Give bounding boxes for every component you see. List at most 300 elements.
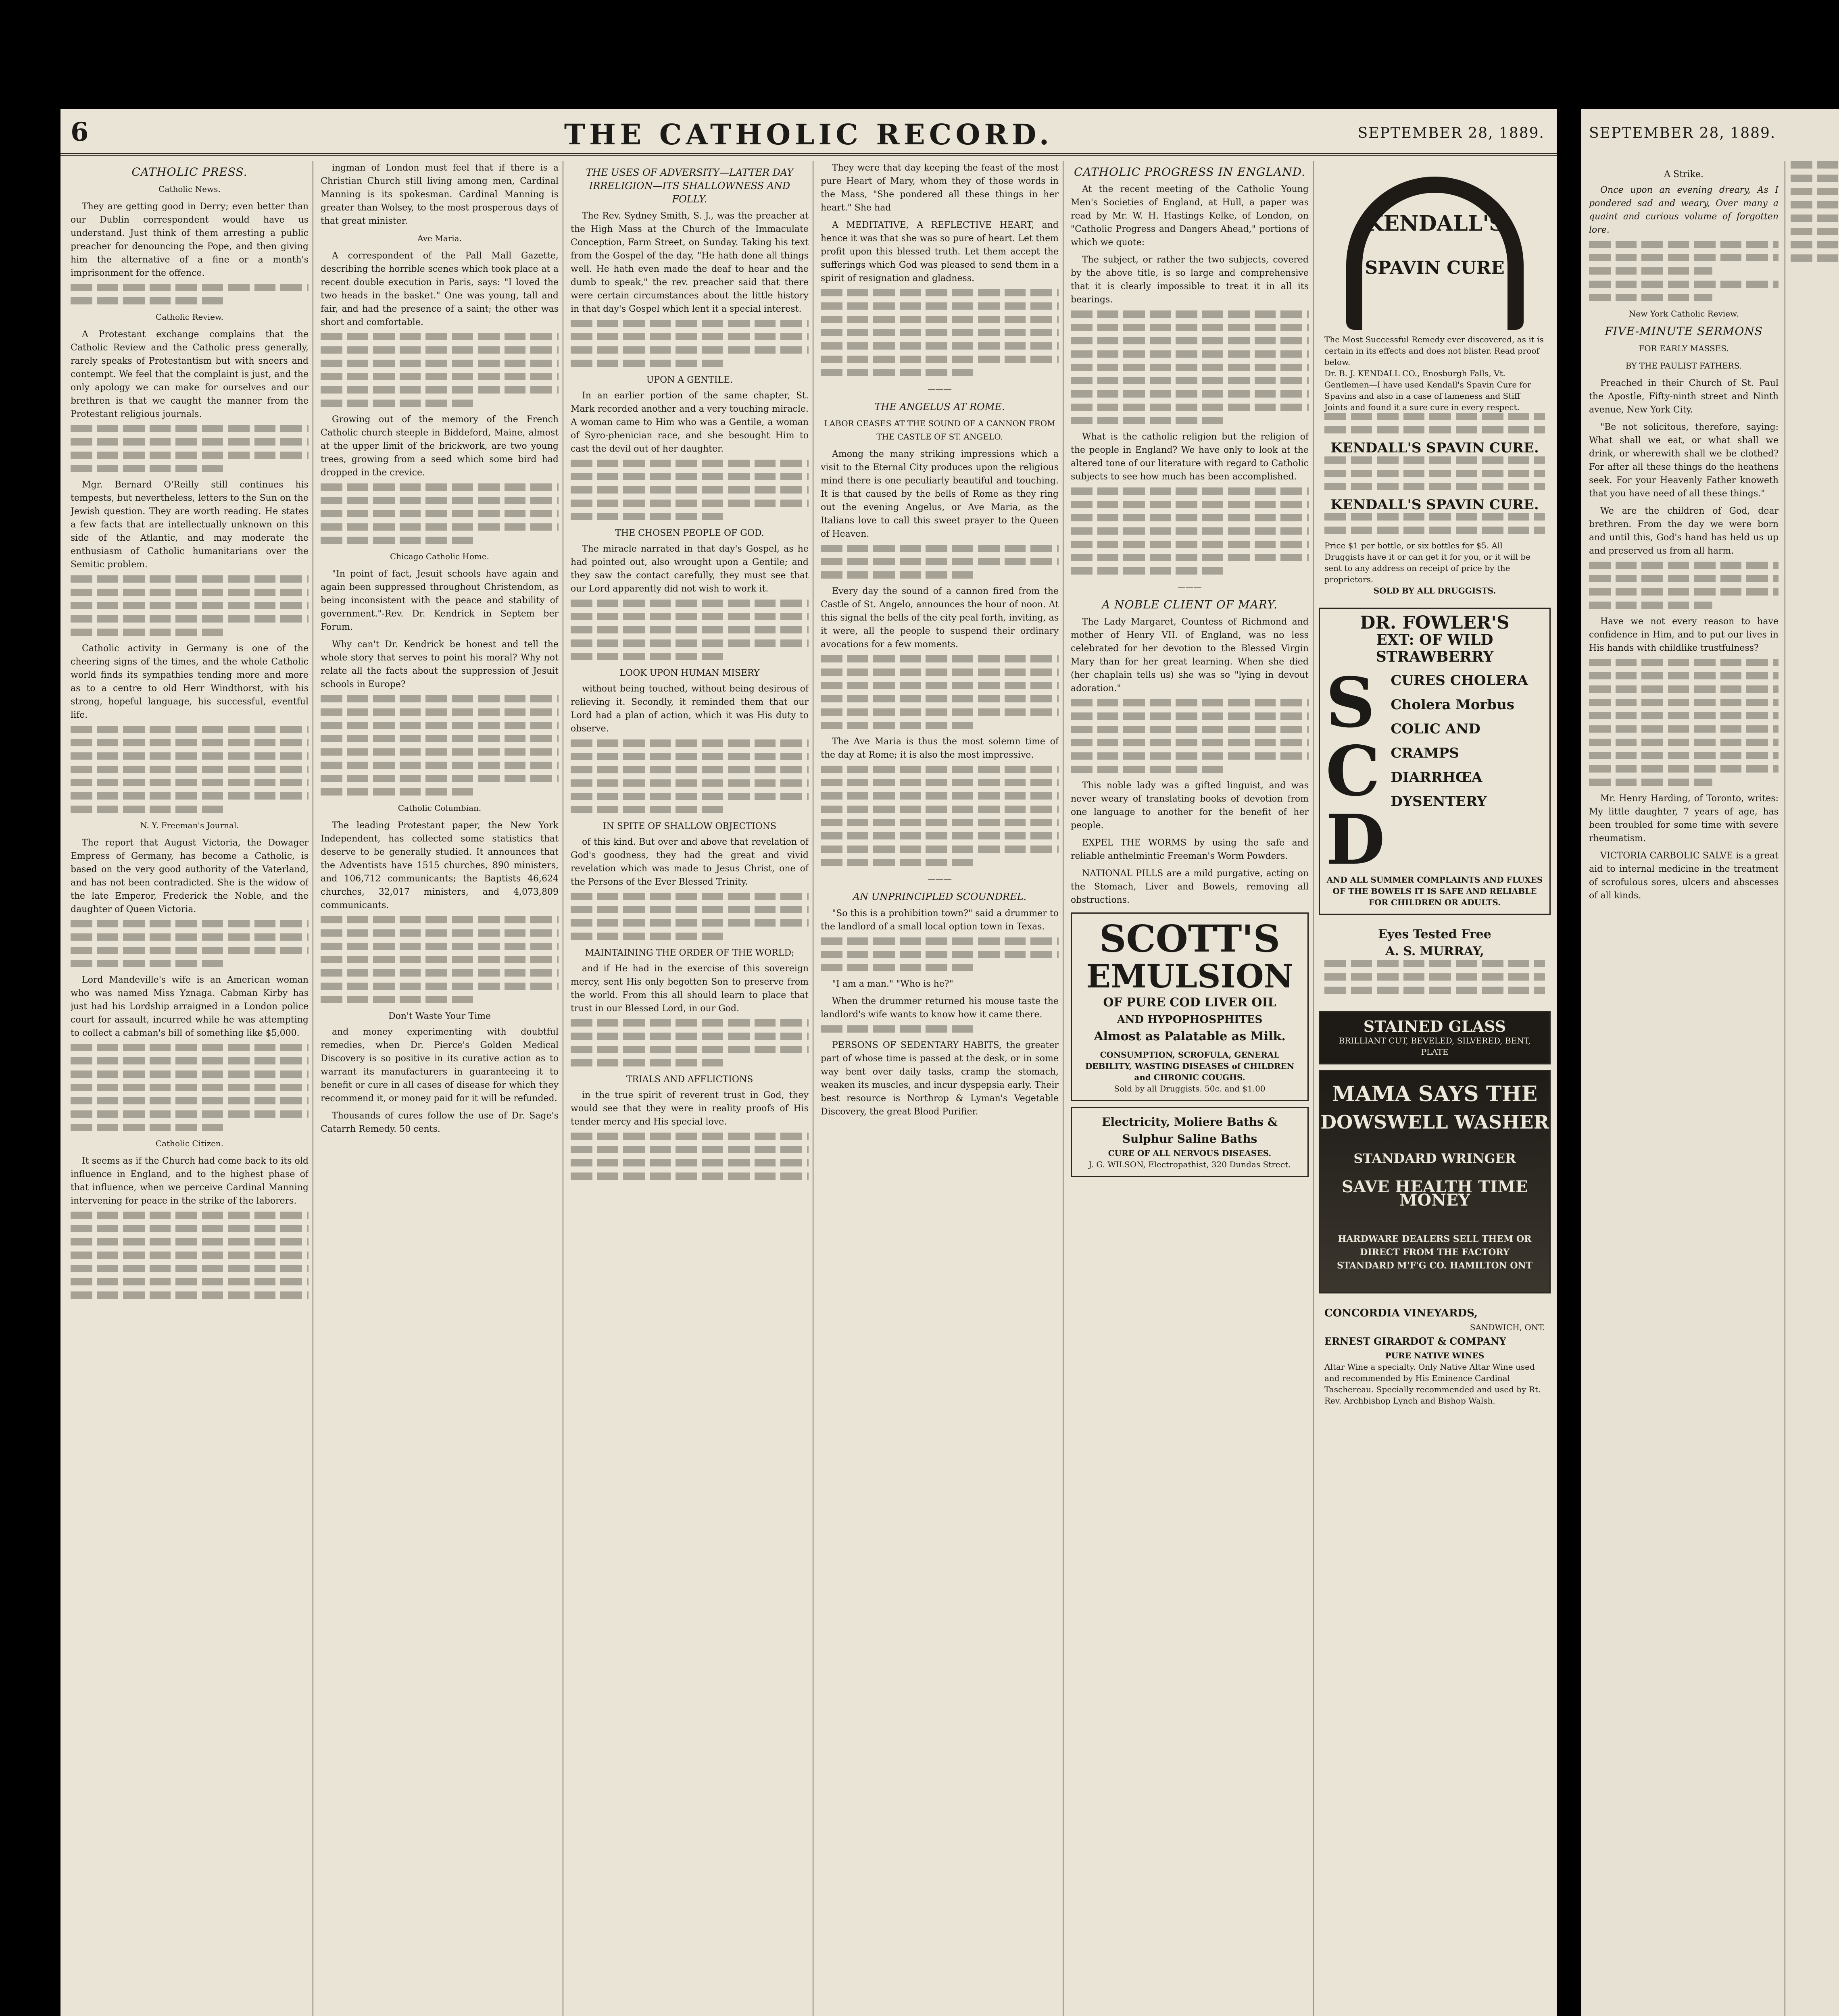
ad-subline: STANDARD WRINGER bbox=[1353, 1151, 1516, 1166]
text-lines bbox=[1791, 188, 1839, 195]
article-title: THE USES OF ADVERSITY—LATTER DAY IRRELIGION—ITS SHALLOWNESS AND FOLLY. bbox=[586, 167, 794, 205]
source-name: Catholic News. bbox=[158, 184, 221, 194]
text-lines bbox=[1324, 513, 1545, 521]
source-name: Ave Maria. bbox=[417, 233, 462, 243]
article-heading: Don't Waste Your Time bbox=[388, 1011, 491, 1021]
text-lines bbox=[1589, 765, 1779, 773]
article-paragraph: A correspondent of the Pall Mall Gazette, describing the horrible scenes which took place at a recent double execution in Paris, says: "I loved the two heads in the basket." One was young, tall and fair, and had the presence of a saint; the other was short and comfortable. bbox=[321, 251, 559, 327]
text-lines bbox=[571, 613, 809, 620]
article-paragraph: of this kind. But over and above that revelation of God's goodness, they had the great and vivid revelation which was made to Jesus Christ, one of the Persons of the Ever Blessed Trinity. bbox=[571, 837, 809, 887]
column-rule bbox=[1313, 161, 1314, 2016]
text-lines bbox=[321, 333, 559, 340]
ad-headline: MAMA SAYS THE bbox=[1332, 1082, 1538, 1106]
ad-headline: Electricity, Moliere Baths & Sulphur Saline Baths bbox=[1102, 1115, 1278, 1145]
text-lines bbox=[1791, 254, 1839, 262]
ad-body: PURE NATIVE WINES bbox=[1385, 1351, 1485, 1360]
text-lines bbox=[821, 819, 1059, 826]
text-lines bbox=[71, 1057, 309, 1064]
text-lines bbox=[1791, 201, 1839, 208]
column-1 bbox=[71, 161, 309, 2016]
text-lines bbox=[71, 1265, 309, 1272]
text-lines bbox=[1071, 699, 1309, 706]
text-lines bbox=[71, 920, 309, 927]
text-lines bbox=[821, 356, 1059, 363]
text-lines bbox=[1324, 527, 1545, 534]
column-4 bbox=[821, 161, 1059, 2016]
text-lines bbox=[571, 626, 809, 633]
text-lines bbox=[1589, 294, 1712, 301]
text-lines bbox=[1589, 685, 1779, 693]
article-subheading: MAINTAINING THE ORDER OF THE WORLD; bbox=[585, 948, 794, 958]
eyes-tested-ad bbox=[1319, 921, 1551, 1006]
facing-page-edge bbox=[1581, 109, 1839, 2016]
text-lines bbox=[1324, 470, 1545, 477]
text-lines bbox=[1071, 739, 1309, 746]
text-lines bbox=[321, 695, 559, 702]
article-paragraph: Mgr. Bernard O'Reilly still continues his tempests, but nevertheless, letters to the Sun on the Jewish question. They are worth reading. He states a few facts that are intellectually unknown on this side of the Atlantic, and may moderate the enthusiasm of Catholic humanitarians over the Semitic problem. bbox=[71, 480, 309, 570]
ad-headline: EMULSION bbox=[1086, 957, 1293, 995]
text-lines bbox=[321, 708, 559, 716]
text-lines bbox=[71, 297, 225, 304]
text-lines bbox=[321, 497, 559, 504]
text-lines bbox=[1071, 310, 1309, 318]
text-lines bbox=[571, 500, 809, 507]
text-lines bbox=[571, 1159, 809, 1166]
text-lines bbox=[1589, 267, 1712, 275]
article-paragraph: Lord Mandeville's wife is an American woman who was named Miss Yznaga. Cabman Kirby has just had his Lordship arraigned in a London police court for assault, incurred while he was attempting to collect a cabman's bill of something like $5,000. bbox=[71, 975, 309, 1038]
horseshoe-icon bbox=[1346, 177, 1524, 330]
article-paragraph: The subject, or rather the two subjects, covered by the above title, is so large and comprehensive that it is clearly impossible to treat it in all its bearings. bbox=[1071, 255, 1309, 305]
text-lines bbox=[71, 947, 309, 954]
ad-headline: SPAVIN CURE bbox=[1365, 258, 1505, 278]
text-lines bbox=[571, 653, 726, 660]
article-paragraph: "Be not solicitous, therefore, saying: What shall we eat, or what shall we drink, or wherewith shall we be clothed? For after all these things do the heathens seek. For your Heavenly Father knoweth that you have need of all these things." bbox=[1589, 422, 1779, 499]
text-lines bbox=[821, 669, 1059, 676]
ad-body: Dr. B. J. KENDALL CO., Enosburgh Falls, Vt. Gentlemen—I have used Kendall's Spavin Cure for Spavins and also in a case of lameness and Stiff Joints and found it a sure cure in every respect. bbox=[1324, 369, 1531, 412]
text-lines bbox=[321, 523, 559, 531]
text-lines bbox=[821, 571, 976, 579]
text-lines bbox=[571, 893, 809, 900]
text-lines bbox=[71, 425, 309, 432]
article-paragraph: in the true spirit of reverent trust in God, they would see that they were in reality proofs of His tender mercy and His special love. bbox=[571, 1090, 809, 1127]
article-paragraph: The Lady Margaret, Countess of Richmond and mother of Henry VII. of England, was no less celebrated for her devotion to the Blessed Virgin Mary than for her great learning. When she died (her chaplain tells us) she was so "lying in devout adoration." bbox=[1071, 617, 1309, 694]
ad-body: J. G. WILSON, Electropathist, 320 Dundas Street. bbox=[1088, 1160, 1291, 1169]
text-lines bbox=[71, 726, 309, 733]
text-lines bbox=[1589, 562, 1779, 569]
source-name: Catholic Columbian. bbox=[398, 803, 482, 813]
text-lines bbox=[821, 655, 1059, 662]
text-lines bbox=[571, 1059, 726, 1066]
article-paragraph: The Rev. Sydney Smith, S. J., was the preacher at the High Mass at the Church of the Immaculate Conception, Farm Street, on Sunday. Taking his text from the Gospel of the day, "He hath done all things well. He hath even made the deaf to hear and the dumb to speak," the rev. preacher said that there were certain circumstances about the little history in that day's Gospel which lent it a special interest. bbox=[571, 211, 809, 314]
article-paragraph: The Ave Maria is thus the most solemn time of the day at Rome; it is also the most impressive. bbox=[821, 737, 1059, 760]
masthead: THE CATHOLIC RECORD. bbox=[564, 118, 1053, 151]
text-lines bbox=[821, 951, 1059, 958]
text-lines bbox=[571, 1019, 809, 1027]
notice-paragraph: NATIONAL PILLS are a mild purgative, acting on the Stomach, Liver and Bowels, removing all obstructions. bbox=[1071, 868, 1309, 905]
article-paragraph: Why can't Dr. Kendrick be honest and tell the whole story that serves to point his moral? Why not relate all the facts about the suppression of Jesuit schools in Europe? bbox=[321, 639, 559, 689]
source-name: N. Y. Freeman's Journal. bbox=[140, 821, 239, 830]
text-lines bbox=[821, 859, 976, 866]
ad-subline: OF PURE COD LIVER OIL bbox=[1103, 996, 1276, 1010]
text-lines bbox=[1791, 175, 1839, 182]
text-lines bbox=[71, 792, 309, 800]
ad-headline: SCOTT'S bbox=[1099, 917, 1280, 960]
text-lines bbox=[571, 1146, 809, 1153]
source-name: New York Catholic Review. bbox=[1628, 309, 1739, 319]
article-paragraph: Among the many striking impressions which a visit to the Eternal City produces upon the religious mind there is one peculiarly beautiful and touching. It is that caused by the bells of Rome as they ring out the evening Angelus, or Ave Maria, as the Italians love to call this sweet prayer to the Queen of Heaven. bbox=[821, 449, 1059, 539]
divider: ——— bbox=[928, 384, 952, 394]
ad-body: AND ALL SUMMER COMPLAINTS AND FLUXES OF THE BOWELS IT IS SAFE AND RELIABLE FOR CHILDREN OR ADULTS. bbox=[1326, 875, 1543, 907]
ad-headline: Eyes Tested Free bbox=[1378, 927, 1491, 941]
ad-headline: KENDALL'S SPAVIN CURE. bbox=[1330, 497, 1539, 513]
article-paragraph: Catholic activity in Germany is one of the cheering signs of the times, and the whole Catholic world finds its sympathies tending more and more as to a centre to old Herr Windthorst, with his strong, hopeful language, his successful, eventful life. bbox=[71, 644, 309, 720]
issue-date: SEPTEMBER 28, 1889. bbox=[1589, 125, 1776, 142]
text-lines bbox=[1071, 541, 1309, 548]
text-lines bbox=[71, 465, 225, 472]
article-paragraph: "I am a man." "Who is he?" bbox=[832, 979, 953, 989]
article-paragraph: Preached in their Church of St. Paul the Apostle, Fifty-ninth street and Ninth avenue, New York City. bbox=[1589, 378, 1779, 415]
text-lines bbox=[571, 639, 809, 647]
article-paragraph: In an earlier portion of the same chapter, St. Mark recorded another and a very touching miracle. A woman came to Him who was a Gentile, a woman of Syro-phenician race, and she besought Him to cast the devil out of her daughter. bbox=[571, 391, 809, 454]
text-lines bbox=[571, 779, 809, 787]
text-lines bbox=[821, 1025, 976, 1033]
column-6-ads bbox=[1319, 161, 1551, 2016]
text-lines bbox=[71, 1124, 225, 1131]
scd-monogram-icon: S C D bbox=[1326, 669, 1385, 874]
text-lines bbox=[1589, 699, 1779, 706]
article-paragraph: What is the catholic religion but the religion of the people in England? We have only to look at the altered tone of our literature with regard to Catholic subjects to see how much has been accomplished. bbox=[1071, 432, 1309, 482]
article-paragraph: They were that day keeping the feast of the most pure Heart of Mary, whom they of those words in the Mass, "She pondered all these things in her heart." She had bbox=[821, 163, 1059, 213]
article-subheading: UPON A GENTILE. bbox=[646, 375, 733, 385]
article-paragraph: A Protestant exchange complains that the Catholic Review and the Catholic press generally, rarely speaks of Protestantism but with sneers and contempt. We feel that the complaint is just, and the only apology we can make for ourselves and our brethren is that we caught the manner from the Protestant religious journals. bbox=[71, 329, 309, 419]
text-lines bbox=[821, 779, 1059, 786]
text-lines bbox=[71, 615, 309, 623]
text-lines bbox=[1791, 161, 1839, 169]
text-lines bbox=[821, 937, 1059, 945]
source-name: Chicago Catholic Home. bbox=[390, 552, 490, 561]
article-paragraph: A MEDITATIVE, A REFLECTIVE HEART, and hence it was that she was so pure of heart. Let them profit upon this blessed truth. Let them accept the sufferings which God was pleased to send them in a spirit of resignation and gladness. bbox=[821, 220, 1059, 283]
ad-subline: AND HYPOPHOSPHITES bbox=[1117, 1014, 1263, 1026]
text-lines bbox=[1071, 390, 1309, 398]
facing-column bbox=[1589, 161, 1779, 2016]
article-paragraph: Every day the sound of a cannon fired from the Castle of St. Angelo, announces the hour of noon. At this signal the bells of the city peal forth, inviting, as it were, all the people to suspend their ordinary avocations for a few moments. bbox=[821, 586, 1059, 650]
text-lines bbox=[321, 510, 559, 517]
text-lines bbox=[821, 695, 1059, 702]
ad-body: Sold by all Druggists. 50c. and $1.00 bbox=[1114, 1084, 1266, 1093]
article-paragraph: The miracle narrated in that day's Gospel, as he had pointed out, also wrought upon a Gentile; and they saw the contact carefully, they must see that our Lord apparently did not wish to work it. bbox=[571, 544, 809, 594]
source-name: Catholic Review. bbox=[155, 312, 224, 322]
article-paragraph: Mr. Henry Harding, of Toronto, writes: My little daughter, 7 years of age, has been troubled for some time with severe rheumatism. bbox=[1589, 793, 1779, 843]
ad-body: CONSUMPTION, SCROFULA, GENERAL DEBILITY, WASTING DISEASES of CHILDREN and CHRONIC COUGHS. bbox=[1085, 1050, 1295, 1082]
ad-headline: DR. FOWLER'S bbox=[1360, 612, 1510, 633]
text-lines bbox=[71, 1084, 309, 1091]
ad-subline: A. S. MURRAY, bbox=[1385, 944, 1484, 958]
article-paragraph: This noble lady was a gifted linguist, and was never weary of translating books of devotion from one language to another for the benefit of her people. bbox=[1071, 781, 1309, 831]
text-lines bbox=[71, 1291, 309, 1299]
text-lines bbox=[571, 333, 809, 340]
ad-headline: STAINED GLASS bbox=[1363, 1017, 1506, 1035]
text-lines bbox=[1589, 659, 1779, 666]
text-lines bbox=[821, 832, 1059, 839]
electricity-baths-ad bbox=[1071, 1107, 1309, 1177]
text-lines bbox=[1071, 364, 1309, 371]
text-lines bbox=[571, 346, 809, 354]
article-subheading: TRIALS AND AFFLICTIONS bbox=[626, 1075, 753, 1085]
text-lines bbox=[71, 452, 309, 459]
article-subheading: LOOK UPON HUMAN MISERY bbox=[619, 668, 760, 678]
text-lines bbox=[821, 369, 976, 376]
text-lines bbox=[321, 996, 475, 1003]
article-paragraph: without being touched, without being desirous of relieving it. Secondly, it reminded them that our Lord had a plan of action, which it was His duty to observe. bbox=[571, 684, 809, 734]
text-lines bbox=[571, 806, 726, 813]
page-number: 6 bbox=[71, 117, 89, 147]
text-lines bbox=[571, 1133, 809, 1140]
text-lines bbox=[1071, 324, 1309, 331]
poem-text: Once upon an evening dreary, As I pondered sad and weary, Over many a quaint and curious volume of forgotten lore. bbox=[1589, 185, 1779, 235]
article-subheading: IN SPITE OF SHALLOW OBJECTIONS bbox=[603, 821, 777, 831]
text-lines bbox=[71, 575, 309, 583]
ad-body: SANDWICH, ONT. bbox=[1470, 1322, 1545, 1332]
article-paragraph: Have we not every reason to have confidence in Him, and to put our lives in His hands with childlike trustfulness? bbox=[1589, 616, 1779, 653]
text-lines bbox=[821, 342, 1059, 350]
article-subtitle: LABOR CEASES AT THE SOUND OF A CANNON FROM THE CASTLE OF ST. ANGELO. bbox=[824, 419, 1055, 442]
article-paragraph: "In point of fact, Jesuit schools have again and again been suppressed throughout Christendom, as being inconsistent with the peace and stability of government."-Rev. Dr. Kendrick in Septem ber Forum. bbox=[321, 569, 559, 632]
text-lines bbox=[1071, 350, 1309, 358]
text-lines bbox=[571, 360, 726, 367]
text-lines bbox=[571, 460, 809, 467]
text-lines bbox=[1589, 281, 1779, 288]
text-lines bbox=[1071, 487, 1309, 495]
article-paragraph: When the drummer returned his mouse taste the landlord's wife wants to know how it came there. bbox=[821, 996, 1059, 1020]
text-lines bbox=[1589, 588, 1779, 596]
scotts-emulsion-ad bbox=[1071, 912, 1309, 1101]
text-lines bbox=[571, 513, 726, 520]
ad-body: HARDWARE DEALERS SELL THEM OR DIRECT FROM THE FACTORY STANDARD M'F'G CO. HAMILTON ONT bbox=[1337, 1234, 1533, 1271]
text-lines bbox=[321, 400, 475, 407]
text-lines bbox=[1589, 779, 1712, 786]
article-subheading: THE CHOSEN PEOPLE OF GOD. bbox=[615, 528, 764, 538]
scan-border-left bbox=[0, 109, 60, 2016]
ad-body: SOLD BY ALL DRUGGISTS. bbox=[1373, 586, 1496, 596]
article-paragraph: and if He had in the exercise of this sovereign mercy, sent His only begotten Son to preserve from the world. From this all should learn to place that trust in our Blessed Lord, in our God. bbox=[571, 964, 809, 1014]
text-lines bbox=[821, 329, 1059, 336]
article-paragraph: "So this is a prohibition town?" said a drummer to the landlord of a small local option town in Texas. bbox=[821, 908, 1059, 932]
text-lines bbox=[1589, 241, 1779, 248]
issue-date: SEPTEMBER 28, 1889. bbox=[1357, 125, 1545, 142]
text-lines bbox=[1324, 483, 1545, 490]
text-lines bbox=[1589, 712, 1779, 719]
article-title: AN UNPRINCIPLED SCOUNDREL. bbox=[853, 891, 1027, 902]
text-lines bbox=[321, 929, 559, 937]
text-lines bbox=[571, 919, 809, 927]
text-lines bbox=[1071, 377, 1309, 384]
text-lines bbox=[71, 589, 309, 596]
text-lines bbox=[1324, 426, 1545, 433]
article-title: THE ANGELUS AT ROME. bbox=[874, 401, 1005, 412]
text-lines bbox=[71, 752, 309, 760]
text-lines bbox=[321, 983, 559, 990]
text-lines bbox=[1324, 987, 1545, 994]
text-lines bbox=[321, 916, 559, 923]
section-title: FIVE-MINUTE SERMONS bbox=[1605, 325, 1763, 338]
text-lines bbox=[571, 1173, 809, 1180]
ad-headline: CONCORDIA VINEYARDS, bbox=[1324, 1307, 1478, 1319]
article-paragraph: Thousands of cures follow the use of Dr. Sage's Catarrh Remedy. 50 cents. bbox=[321, 1111, 559, 1134]
text-lines bbox=[321, 346, 559, 354]
text-lines bbox=[321, 969, 559, 977]
article-paragraph: ingman of London must feel that if there is a Christian Church still living among men, Cardinal Manning is its spokesman. Cardinal Manning is greater than Wolsey, to the most prosperous days of that great minister. bbox=[321, 163, 559, 226]
poem-title: A Strike. bbox=[1664, 169, 1703, 179]
text-lines bbox=[571, 1033, 809, 1040]
article-paragraph: We are the children of God, dear brethren. From the day we were born and until this, God's hand has held us up and preserved us from all harm. bbox=[1589, 506, 1779, 556]
text-lines bbox=[1071, 501, 1309, 508]
text-lines bbox=[321, 537, 475, 544]
text-lines bbox=[71, 438, 309, 446]
text-lines bbox=[821, 545, 1059, 552]
text-lines bbox=[1071, 514, 1309, 521]
text-lines bbox=[1589, 739, 1779, 746]
ad-body: Price $1 per bottle, or six bottles for $5. All Druggists have it or can get it for you, or it will be sent to any address on receipt of price by the proprietors. bbox=[1324, 541, 1530, 584]
text-lines bbox=[1324, 973, 1545, 981]
text-lines bbox=[821, 302, 1059, 310]
text-lines bbox=[1589, 672, 1779, 679]
text-lines bbox=[571, 906, 809, 913]
text-lines bbox=[71, 1097, 309, 1104]
text-lines bbox=[1071, 527, 1309, 535]
text-lines bbox=[571, 473, 809, 480]
text-lines bbox=[821, 708, 1059, 716]
byline: BY THE PAULIST FATHERS. bbox=[1625, 361, 1742, 371]
text-lines bbox=[821, 682, 1059, 689]
article-paragraph: and money experimenting with doubtful remedies, when Dr. Pierce's Golden Medical Discovery is so positive in its curative action as to warrant its manufacturers in guaranteeing it to benefit or cure in all cases of disease for which they recommend it, or money paid for it will be refunded. bbox=[321, 1027, 559, 1104]
text-lines bbox=[71, 284, 309, 291]
text-lines bbox=[1589, 725, 1779, 733]
text-lines bbox=[71, 739, 309, 746]
text-lines bbox=[1071, 766, 1226, 773]
dowswell-washer-ad bbox=[1319, 1070, 1551, 1293]
text-lines bbox=[571, 739, 809, 747]
source-name: Catholic Citizen. bbox=[155, 1139, 224, 1148]
text-lines bbox=[321, 360, 559, 367]
text-lines bbox=[1071, 554, 1309, 561]
page-header bbox=[60, 109, 1557, 156]
article-paragraph: It seems as if the Church had come back to its old influence in England, and to the highest phase of that influence, when we perceive Cardinal Manning intervening for peace in the strike of the laborers. bbox=[71, 1156, 309, 1206]
text-lines bbox=[71, 1044, 309, 1051]
text-lines bbox=[1324, 413, 1545, 420]
text-lines bbox=[321, 722, 559, 729]
article-paragraph: The leading Protestant paper, the New York Independent, has collected some statistics that deserve to be generally studied. It announces that the Adventists have 1515 churches, 890 ministers, and 106,712 communicants; the Baptists 46,624 churches, 32,017 ministers, and 4,073,809 communicants. bbox=[321, 821, 559, 910]
text-lines bbox=[821, 806, 1059, 813]
text-lines bbox=[321, 943, 559, 950]
fowlers-strawberry-ad bbox=[1319, 608, 1551, 915]
ad-headline: KENDALL'S bbox=[1365, 211, 1504, 236]
text-lines bbox=[821, 558, 1059, 565]
text-lines bbox=[321, 373, 559, 380]
text-lines bbox=[1589, 575, 1779, 582]
text-lines bbox=[821, 792, 1059, 800]
text-lines bbox=[71, 1252, 309, 1259]
text-lines bbox=[71, 629, 225, 636]
divider: ——— bbox=[928, 874, 952, 883]
text-lines bbox=[1071, 712, 1309, 720]
kendalls-spavin-ad bbox=[1319, 167, 1551, 602]
text-lines bbox=[571, 793, 809, 800]
text-lines bbox=[821, 722, 976, 729]
text-lines bbox=[821, 289, 1059, 296]
text-lines bbox=[571, 753, 809, 760]
column-2 bbox=[321, 161, 559, 2016]
text-lines bbox=[71, 960, 225, 967]
newspaper-page bbox=[60, 109, 1557, 2016]
text-lines bbox=[321, 735, 559, 742]
text-lines bbox=[321, 775, 559, 782]
text-lines bbox=[321, 956, 559, 963]
column-5 bbox=[1071, 161, 1309, 2016]
text-lines bbox=[571, 1046, 809, 1053]
ad-subline: EXT: OF WILD STRAWBERRY bbox=[1376, 631, 1494, 665]
text-lines bbox=[71, 1238, 309, 1245]
section-subtitle: FOR EARLY MASSES. bbox=[1639, 344, 1729, 353]
notice-paragraph: EXPEL THE WORMS by using the safe and reliable anthelmintic Freeman's Worm Powders. bbox=[1071, 838, 1309, 861]
text-lines bbox=[571, 933, 726, 940]
divider: ——— bbox=[1178, 582, 1202, 592]
article-title: A NOBLE CLIENT OF MARY. bbox=[1102, 598, 1278, 611]
text-lines bbox=[71, 1225, 309, 1232]
text-lines bbox=[1071, 337, 1309, 344]
ad-body: BRILLIANT CUT, BEVELED, SILVERED, BENT, PLATE bbox=[1339, 1036, 1531, 1057]
article-paragraph: The report that August Victoria, the Dowager Empress of Germany, has become a Catholic, is based on the very good authority of the Vaterland, and has not been contradicted. She is the widow of the late Emperor, Frederick the Noble, and the daughter of Queen Victoria. bbox=[71, 838, 309, 914]
ad-body: CURE OF ALL NERVOUS DISEASES. bbox=[1108, 1148, 1272, 1158]
text-lines bbox=[1589, 254, 1779, 261]
text-lines bbox=[821, 316, 1059, 323]
article-paragraph: At the recent meeting of the Catholic Young Men's Societies of England, at Hull, a paper was read by Mr. W. H. Hastings Kelke, of London, on "Catholic Progress and Dangers Ahead," portions of which we quote: bbox=[1071, 184, 1309, 248]
text-lines bbox=[321, 748, 559, 756]
text-lines bbox=[71, 933, 309, 941]
text-lines bbox=[1589, 602, 1712, 609]
column-3 bbox=[571, 161, 809, 2016]
text-lines bbox=[571, 320, 809, 327]
text-lines bbox=[571, 486, 809, 494]
ad-headline: ERNEST GIRARDOT & COMPANY bbox=[1324, 1335, 1506, 1347]
text-lines bbox=[1071, 417, 1226, 424]
text-lines bbox=[571, 766, 809, 773]
text-lines bbox=[71, 806, 225, 813]
text-lines bbox=[71, 766, 309, 773]
text-lines bbox=[71, 1212, 309, 1219]
stained-glass-ad bbox=[1319, 1011, 1551, 1064]
text-lines bbox=[1324, 456, 1545, 464]
text-lines bbox=[71, 1110, 309, 1118]
concordia-vineyards-ad bbox=[1319, 1299, 1551, 1412]
article-paragraph: Growing out of the memory of the French Catholic church steeple in Biddeford, Maine, almost at the upper limit of the brickwork, are two young trees, growing from a seed which some bird had dropped in the crevice. bbox=[321, 414, 559, 478]
article-paragraph: PERSONS OF SEDENTARY HABITS, the greater part of whose time is passed at the desk, or in some way bent over daily tasks, cramp the stomach, weaken its muscles, and incur dyspepsia early. Their best resource is Northrop & Lyman's Vegetable Discovery, the great Blood Purifier. bbox=[821, 1040, 1059, 1117]
text-lines bbox=[1071, 752, 1309, 760]
text-lines bbox=[1791, 241, 1839, 248]
ad-body: CURES CHOLERA Cholera Morbus COLIC AND CRAMPS DIARRHŒA DYSENTERY bbox=[1391, 673, 1528, 810]
text-lines bbox=[1071, 567, 1226, 575]
article-paragraph: They are getting good in Derry; even better than our Dublin correspondent would have us understand. Just think of them arresting a public preacher for denouncing the Pope, and then giving him the alternative of a fine or a month's imprisonment for the offence. bbox=[71, 202, 309, 278]
facing-column-cut bbox=[1791, 161, 1839, 2016]
text-lines bbox=[1071, 726, 1309, 733]
text-lines bbox=[71, 602, 309, 609]
text-lines bbox=[1791, 228, 1839, 235]
text-lines bbox=[321, 788, 475, 796]
text-lines bbox=[571, 600, 809, 607]
text-lines bbox=[1324, 960, 1545, 967]
ad-headline: DOWSWELL WASHER bbox=[1320, 1111, 1549, 1133]
article-paragraph: VICTORIA CARBOLIC SALVE is a great aid to internal medicine in the treatment of scrofulous sores, ulcers and abscesses of all kinds. bbox=[1589, 851, 1779, 901]
text-lines bbox=[821, 766, 1059, 773]
